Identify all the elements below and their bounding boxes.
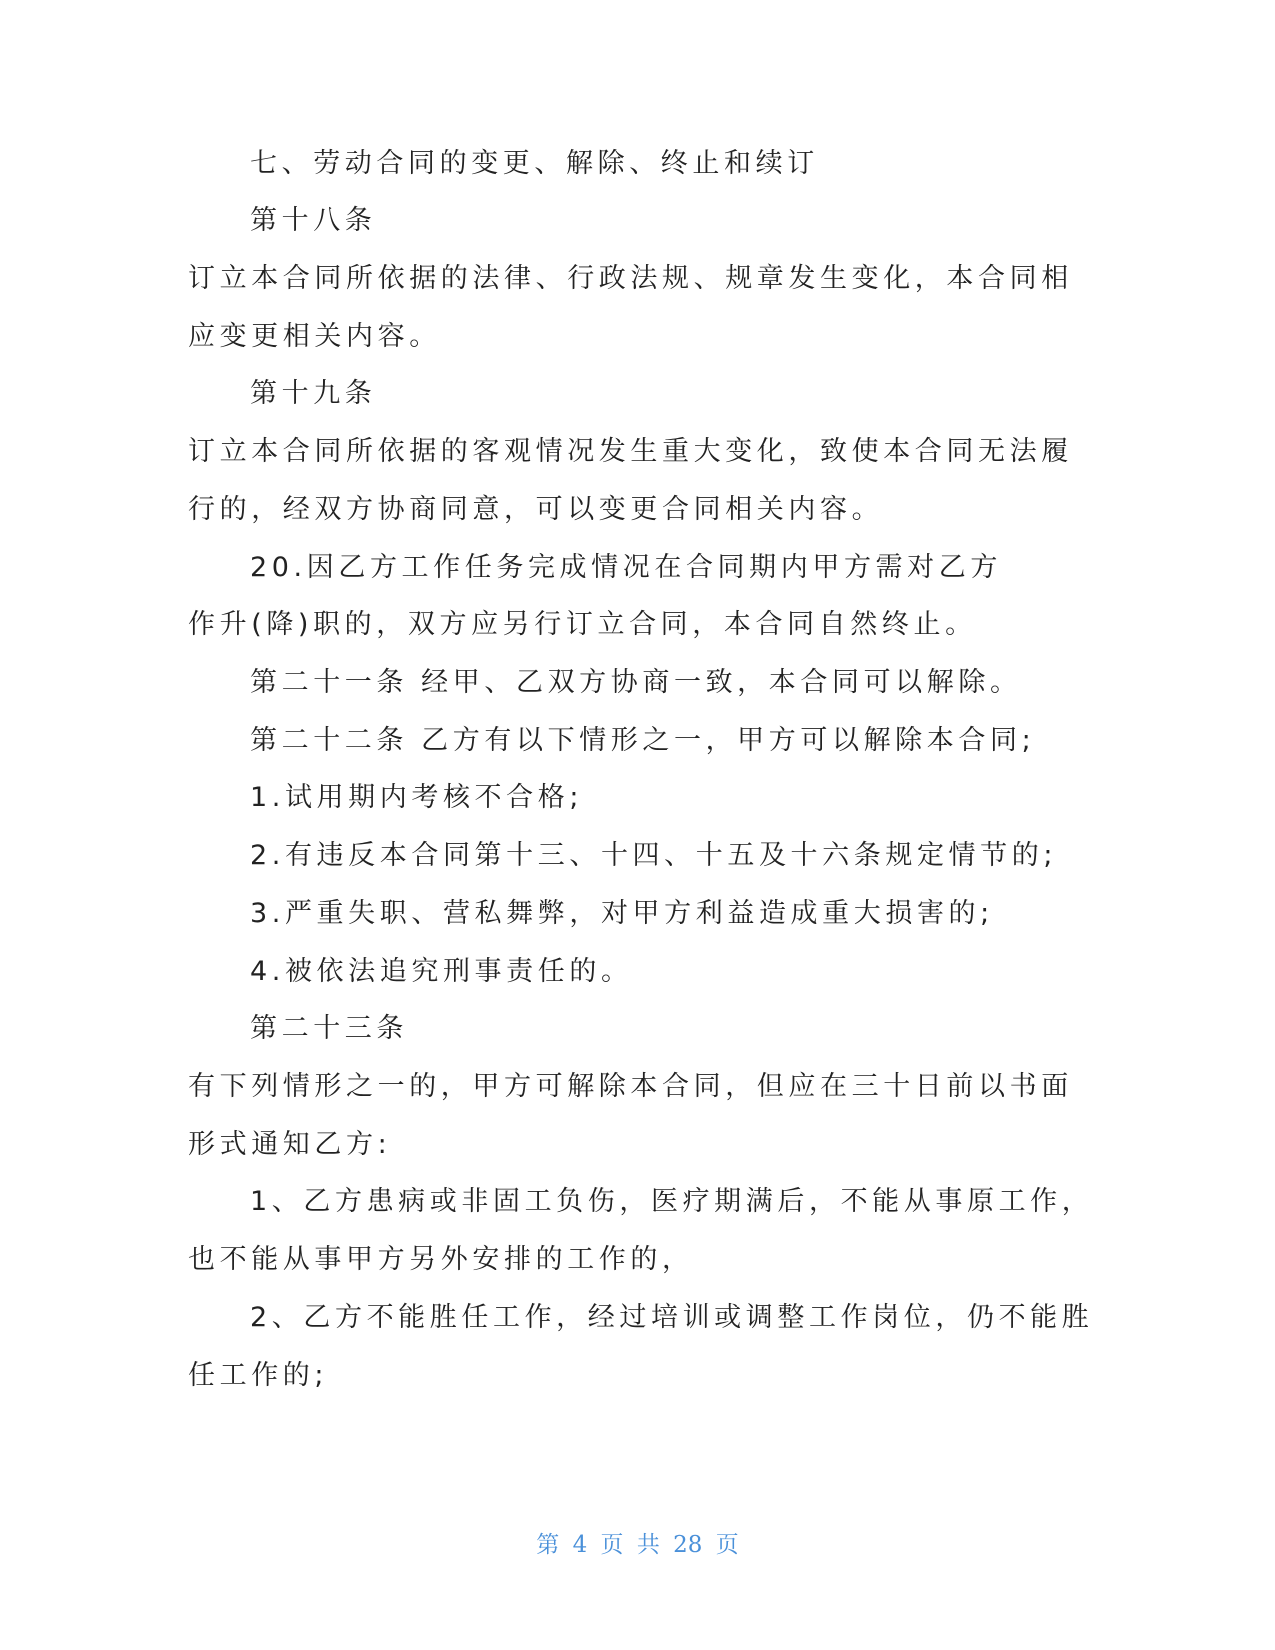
paragraph-line: 任工作的; [188,1360,329,1391]
paragraph-line: 订立本合同所依据的法律、行政法规、规章发生变化，本合同相 [188,263,1073,294]
article-heading: 第十九条 [250,378,377,409]
list-item: 3.严重失职、营私舞弊，对甲方利益造成重大损害的; [250,898,994,929]
list-item: 1.试用期内考核不合格; [250,782,584,813]
list-item: 2.有违反本合同第十三、十四、十五及十六条规定情节的; [250,840,1058,871]
paragraph-line: 也不能从事甲方另外安排的工作的， [188,1244,694,1275]
article-heading: 第二十三条 [250,1013,408,1044]
paragraph-line: 20.因乙方工作任务完成情况在合同期内甲方需对乙方 [250,552,1002,583]
paragraph-line: 应变更相关内容。 [188,321,441,352]
page-number-footer: 第 4 页 共 28 页 [536,1532,739,1558]
article-heading: 第十八条 [250,205,377,236]
list-item: 1、乙方患病或非固工负伤，医疗期满后，不能从事原工作， [250,1186,1094,1217]
paragraph-line: 有下列情形之一的，甲方可解除本合同，但应在三十日前以书面 [188,1071,1073,1102]
paragraph-line: 第二十二条 乙方有以下情形之一，甲方可以解除本合同; [250,725,1036,756]
paragraph-line: 形式通知乙方: [188,1129,392,1160]
paragraph-line: 订立本合同所依据的客观情况发生重大变化，致使本合同无法履 [188,436,1073,467]
list-item: 4.被依法追究刑事责任的。 [250,956,633,987]
list-item: 2、乙方不能胜任工作，经过培训或调整工作岗位，仍不能胜 [250,1302,1094,1333]
section-heading: 七、劳动合同的变更、解除、终止和续订 [250,148,819,179]
paragraph-line: 作升(降)职的，双方应另行订立合同，本合同自然终止。 [188,609,977,640]
paragraph-line: 第二十一条 经甲、乙双方协商一致，本合同可以解除。 [250,667,1022,698]
paragraph-line: 行的，经双方协商同意，可以变更合同相关内容。 [188,494,884,525]
